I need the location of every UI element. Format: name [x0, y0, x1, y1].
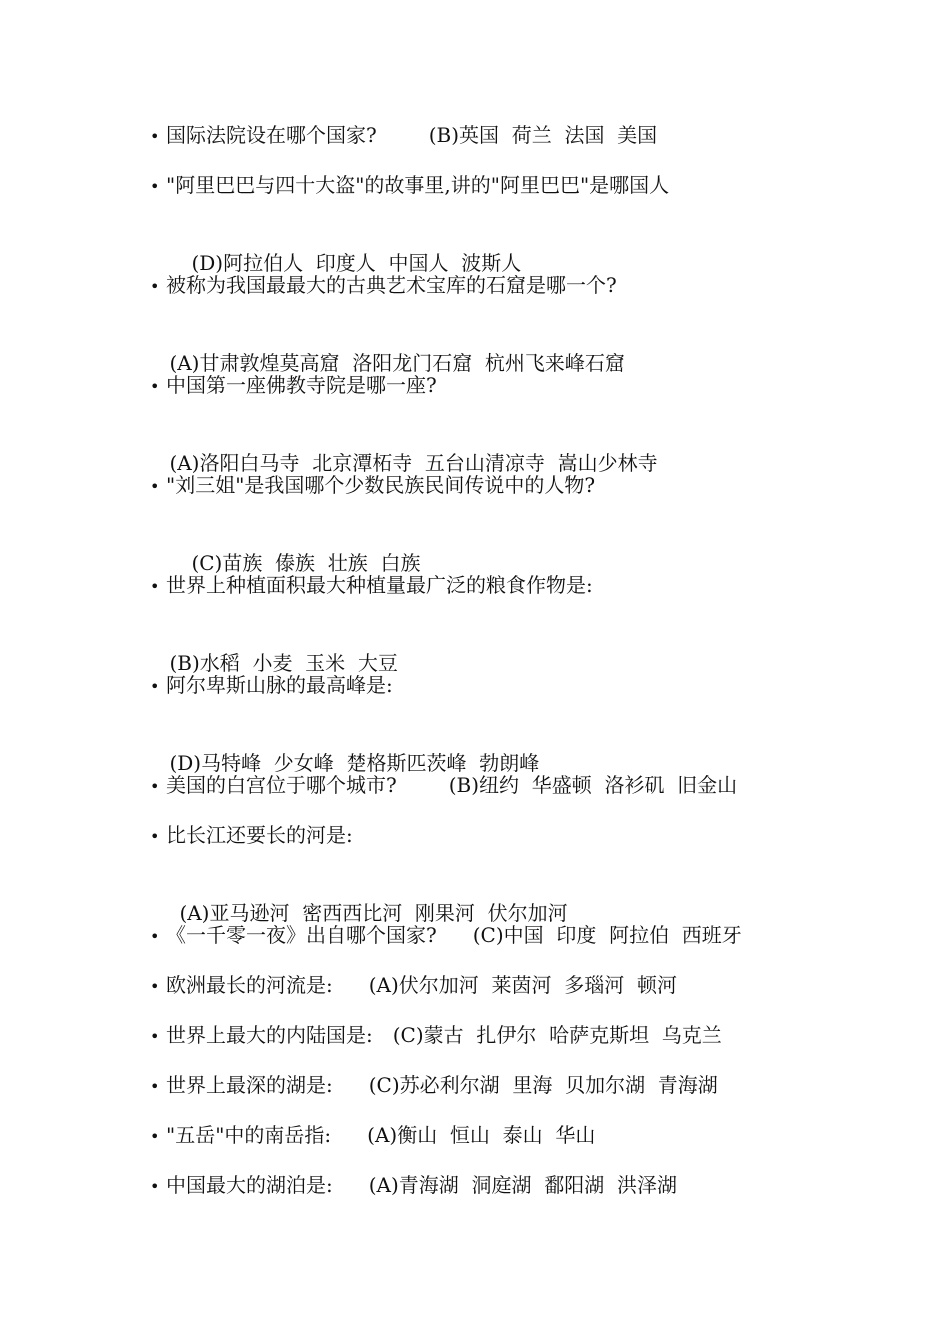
question-text: 世界上最大的内陆国是: [166, 1023, 373, 1047]
question-line [150, 671, 393, 699]
answer-line [144, 321, 625, 375]
answer-options: (C)蒙古 扎伊尔 哈萨克斯坦 乌克兰 [392, 1023, 722, 1047]
question-text: 比长江还要长的河是: [166, 823, 353, 847]
answer-options: (B)纽约 华盛顿 洛衫矶 旧金山 [448, 773, 738, 797]
question-line [150, 771, 737, 799]
question-text: 美国的白宫位于哪个城市? [166, 773, 397, 797]
answer-line [144, 421, 658, 475]
answer-line [166, 521, 421, 575]
question-text: 世界上种植面积最大种植量最广泛的粮食作物是: [166, 573, 593, 597]
answer-options: (D)马特峰 少女峰 楚格斯匹茨峰 勃朗峰 [169, 751, 540, 775]
question-text: "五岳"中的南岳指: [166, 1123, 332, 1147]
answer-options: (B)水稻 小麦 玉米 大豆 [169, 651, 398, 675]
bullet: • [150, 677, 160, 696]
question-text: 中国第一座佛教寺院是哪一座? [166, 373, 437, 397]
question-line [150, 1121, 595, 1149]
question-line [150, 1021, 722, 1049]
answer-line [154, 871, 568, 925]
bullet: • [150, 1127, 160, 1146]
bullet: • [150, 1177, 160, 1196]
question-text: 《一千零一夜》出自哪个国家? [166, 923, 437, 947]
bullet: • [150, 1027, 160, 1046]
question-line [150, 171, 669, 199]
question-text: 阿尔卑斯山脉的最高峰是: [166, 673, 393, 697]
question-line [150, 921, 742, 949]
answer-options: (B)英国 荷兰 法国 美国 [428, 123, 658, 147]
question-line [150, 971, 677, 999]
bullet: • [150, 977, 160, 996]
answer-options: (A)亚马逊河 密西西比河 刚果河 伏尔加河 [179, 901, 568, 925]
answer-options: (A)青海湖 洞庭湖 鄱阳湖 洪泽湖 [368, 1173, 677, 1197]
bullet: • [150, 477, 160, 496]
question-text: 国际法院设在哪个国家? [166, 123, 377, 147]
answer-options: (A)伏尔加河 莱茵河 多瑙河 顿河 [368, 973, 677, 997]
question-line [150, 121, 657, 149]
question-line [150, 371, 437, 399]
question-text: 被称为我国最最大的古典艺术宝库的石窟是哪一个? [166, 273, 617, 297]
bullet: • [150, 1077, 160, 1096]
question-line [150, 271, 617, 299]
answer-options: (C)苗族 傣族 壮族 白族 [191, 551, 421, 575]
answer-options: (A)洛阳白马寺 北京潭柘寺 五台山清凉寺 嵩山少林寺 [169, 451, 658, 475]
answer-line [144, 721, 540, 775]
question-line [150, 1171, 677, 1199]
question-line [150, 821, 353, 849]
answer-options: (C)中国 印度 阿拉伯 西班牙 [472, 923, 742, 947]
answer-options: (A)衡山 恒山 泰山 华山 [367, 1123, 596, 1147]
question-line [150, 1071, 718, 1099]
bullet: • [150, 127, 160, 146]
bullet: • [150, 777, 160, 796]
answer-line [144, 621, 398, 675]
question-text: 中国最大的湖泊是: [166, 1173, 333, 1197]
bullet: • [150, 827, 160, 846]
question-line [150, 471, 595, 499]
answer-options: (C)苏必利尔湖 里海 贝加尔湖 青海湖 [368, 1073, 718, 1097]
answer-options: (A)甘肃敦煌莫高窟 洛阳龙门石窟 杭州飞来峰石窟 [169, 351, 625, 375]
bullet: • [150, 177, 160, 196]
bullet: • [150, 277, 160, 296]
question-text: 欧洲最长的河流是: [166, 973, 333, 997]
bullet: • [150, 377, 160, 396]
bullet: • [150, 577, 160, 596]
bullet: • [150, 927, 160, 946]
question-line [150, 571, 593, 599]
answer-options: (D)阿拉伯人 印度人 中国人 波斯人 [191, 251, 522, 275]
question-text: "刘三姐"是我国哪个少数民族民间传说中的人物? [166, 473, 596, 497]
question-text: "阿里巴巴与四十大盗"的故事里,讲的"阿里巴巴"是哪国人 [166, 173, 670, 197]
question-text: 世界上最深的湖是: [166, 1073, 333, 1097]
answer-line [166, 221, 522, 275]
